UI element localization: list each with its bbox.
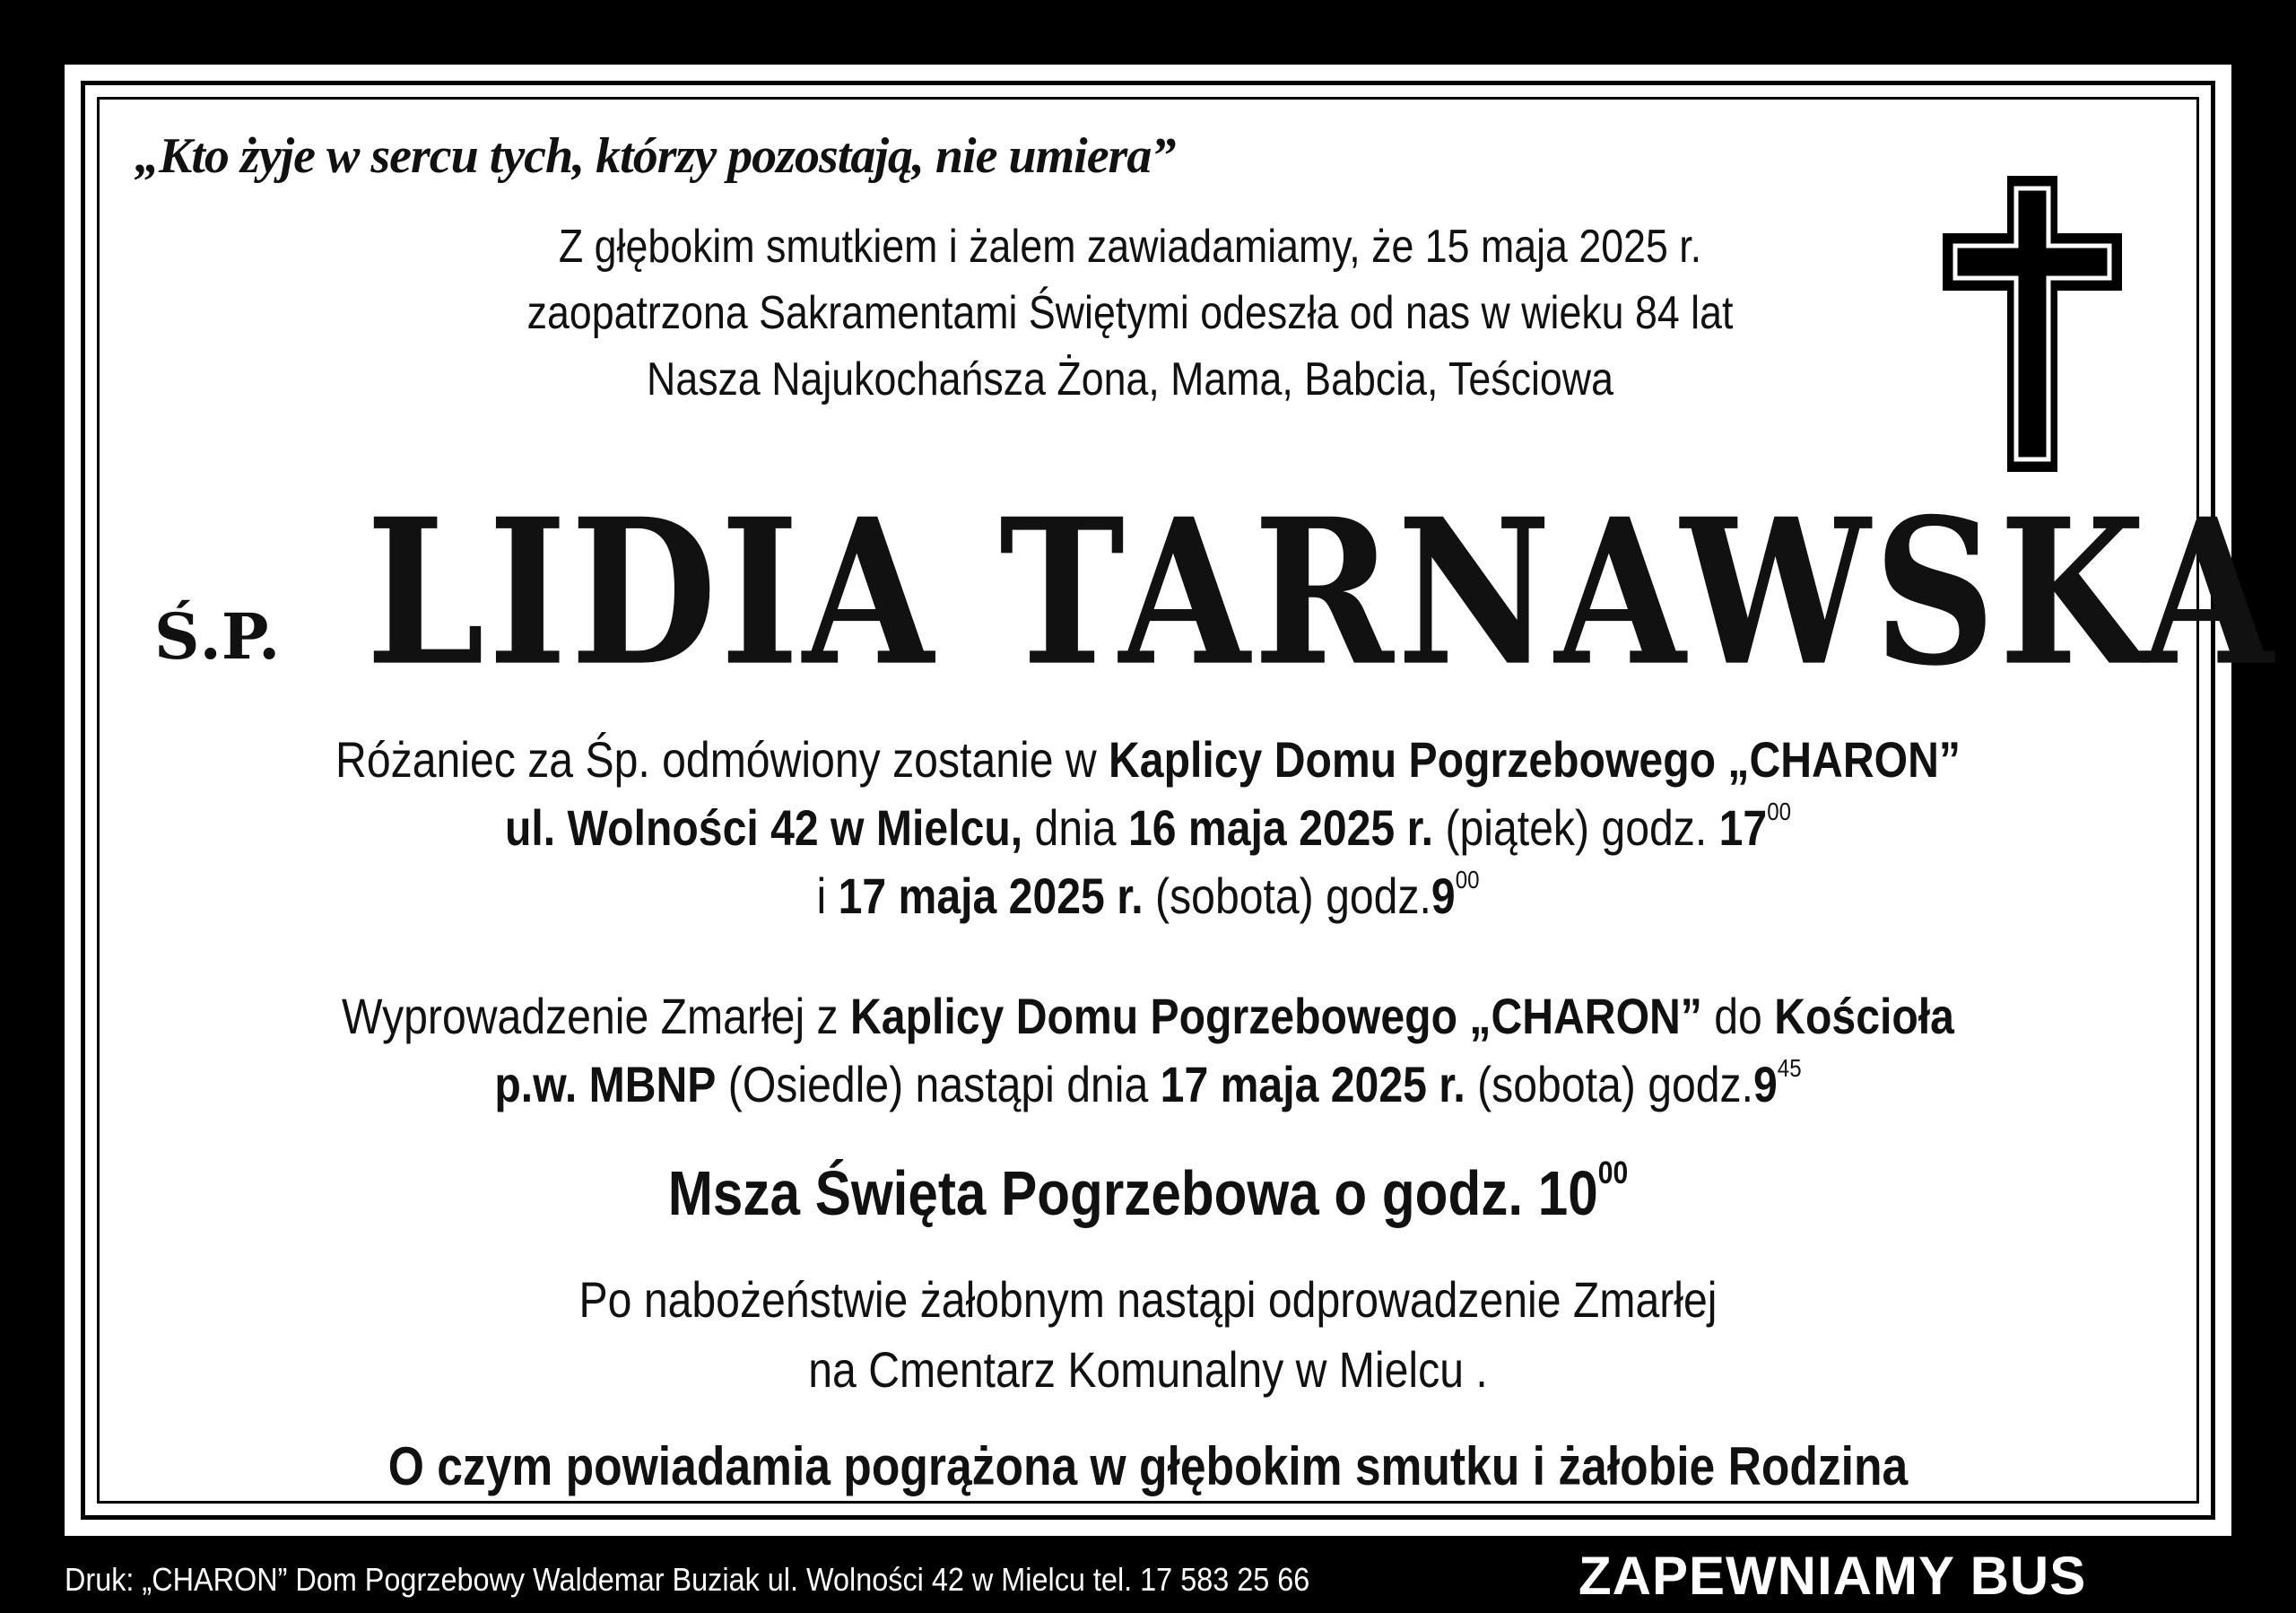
prefix-sp: Ś.P. [154, 599, 281, 674]
printer-credit: Druk: „CHARON” Dom Pogrzebowy Waldemar Buziak ul. Wolności 42 w Mielcu tel. 17 583 25 66 [65, 1561, 1310, 1598]
rosary-line-2: ul. Wolności 42 w Mielcu, dnia 16 maja 2025 r. (piątek) godz. $17^{00}$ [505, 798, 1791, 856]
intro-line-1: Z głębokim smutkiem i żalem zawiadamiamy, że 15 maja 2025 r. [558, 221, 1702, 273]
intro-line-3: Nasza Najukochańsza Żona, Mama, Babcia, Teściowa [647, 353, 1613, 405]
deceased-name: LIDIA TARNAWSKA [366, 475, 2277, 711]
cross-icon [1943, 176, 2122, 472]
mass-time: Msza Święta Pogrzebowa o godz. $10^{00}$ [667, 1155, 1629, 1228]
intro-line-2: zaopatrzona Sakramentami Świętymi odeszła od nas w wieku 84 lat [526, 287, 1734, 339]
procession-line-2: p.w. MBNP (Osiedle) nastąpi dnia 17 maja 2025 r. (sobota) $godz.9^{45}$ [494, 1054, 1802, 1112]
rosary-line-1: Różaniec za Śp. odmówiony zostanie w Kaplicy Domu Pogrzebowego „CHARON” [335, 731, 1961, 788]
burial-line-1: Po nabożeństwie żałobnym nastąpi odprowadzenie Zmarłej [578, 1271, 1718, 1328]
bus-notice: ZAPEWNIAMY BUS [1578, 1546, 2087, 1606]
rosary-line-3: i 17 maja 2025 r. (sobota) $godz.9^{00}$ [816, 866, 1480, 924]
closing-line: O czym powiadamia pogrążona w głębokim smutku i żałobie Rodzina [387, 1436, 1909, 1496]
quote: „Kto żyje w sercu tych, którzy pozostają, nie umiera” [135, 128, 1176, 184]
burial-line-2: na Cmentarz Komunalny w Mielcu . [808, 1341, 1488, 1398]
procession-line-1: Wyprowadzenie Zmarłej z Kaplicy Domu Pogrzebowego „CHARON” do Kościoła [342, 988, 1954, 1044]
